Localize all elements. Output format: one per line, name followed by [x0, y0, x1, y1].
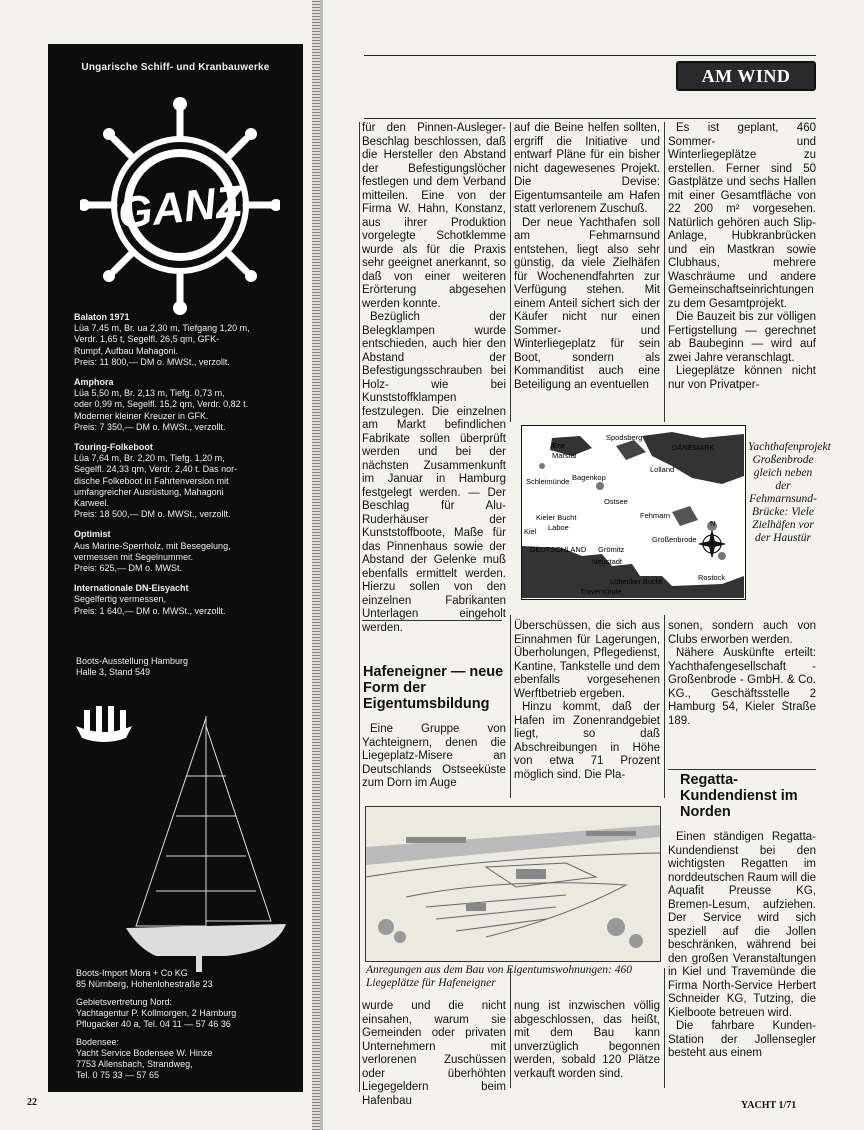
boat-spec-line: Preis: 11 800,— DM o. MWSt., verzollt.: [74, 356, 230, 367]
boat-spec-line: Moderner kleiner Kreuzer in GFK.: [74, 410, 209, 421]
boat-spec: [74, 442, 299, 520]
mora-emblem-icon: [76, 706, 132, 742]
contact-line: Gebietsvertretung Nord:: [76, 997, 173, 1007]
contact-line: Bodensee:: [76, 1037, 120, 1047]
magazine-issue: YACHT 1/71: [741, 1100, 797, 1111]
ganz-advertisement: [48, 44, 303, 1092]
paragraph: Eine Gruppe von Yachteignern, denen die Liegeplatz-Misere an Deutschlands Ostseeküste zum Dorn im Auge: [362, 723, 506, 789]
header-rule-bottom: [364, 118, 816, 119]
column-rule: [664, 615, 665, 798]
harbor-sketch: [366, 807, 660, 961]
header-rule: [364, 55, 816, 56]
headline-rule: [362, 620, 502, 621]
map-label: Ærø: [550, 441, 565, 450]
paragraph: Die Bauzeit bis zur völligen Fertigstellung — gerechnet ab Baubeginn — wird auf zwei Jahre veranschlagt.: [668, 311, 816, 364]
map-label: Großenbrode: [652, 535, 697, 544]
article-column-2-mid: [514, 620, 660, 782]
boat-spec-line: Aus Marine-Sperrholz, mit Besegelung,: [74, 540, 231, 551]
boat-spec-line: Segelfl. 24,33 qm, Verdr. 2,40 t. Das nor-: [74, 464, 238, 475]
contact-line: Pflugacker 40 a, Tel. 04 11 — 57 46 36: [76, 1019, 231, 1029]
map-label: Fehmarn: [640, 511, 671, 520]
boat-spec-line: Segelfertig vermessen,: [74, 594, 167, 605]
page-gutter-shadow: [320, 0, 323, 1130]
boat-spec: [74, 583, 299, 617]
boat-specs-list: [74, 312, 299, 626]
page-number: 22: [27, 1097, 37, 1108]
article-column-1-mid: [362, 723, 506, 791]
boat-spec-title: Touring-Folkeboot: [74, 442, 153, 453]
harbor-location-map: [521, 425, 746, 600]
boat-show-notice: [76, 656, 188, 678]
contact-line: 7753 Allensbach, Strandweg,: [76, 1059, 193, 1069]
article-column-2-bottom: [514, 1000, 660, 1081]
contact-line: Yacht Service Bodensee W. Hinze: [76, 1048, 213, 1058]
paragraph: Überschüssen, die sich aus Einnahmen für Lagerungen, Überholungen, Pflegedienst, Kantine, Tankstelle und dem ebenfalls vorgesehenen Werftbetrieb ergeben.: [514, 620, 660, 700]
contact-block: [76, 1037, 301, 1081]
article-column-1-bottom: [362, 1000, 506, 1108]
column-rule: [510, 615, 511, 798]
map-label: Spodsberg: [606, 433, 643, 442]
contact-line: Yachtagentur P. Kollmorgen, 2 Hamburg: [76, 1008, 237, 1018]
column-rule: [664, 968, 665, 1088]
paragraph: Einen ständigen Regatta-Kundendienst bei den wichtigsten Regatten im norddeutschen Raum will die Aquafit Preusse KG, Bremen-Lesum, aufziehen. Der Service wird sich speziell auf die Jollen beschränken, während bei den großen Veranstaltungen in Kiel und Travemünde die Firma North-Service Herbert Schneider KG, Tutzing, die Kielboote betreuen wird.: [668, 831, 816, 1019]
map-label: Grömitz: [598, 545, 625, 554]
boat-spec-line: umfangreicher Ausrüstung, Mahagoni: [74, 486, 224, 497]
paragraph: für den Pinnen-Ausleger-Beschlag beschlossen, daß die Hersteller den Abstand der Befestigungslöcher festlegen und dem Verband mitteilen. Eine von der Firma W. Hahn, Konstanz, aus ihrer Produktion vorgelegte Schotklemme wurde als für die Praxis sehr geeignet anerkannt, so daß von einer weiteren Erörterung abgesehen werden konnte.: [362, 122, 506, 310]
boat-spec: [74, 529, 299, 574]
boat-spec-line: Preis: 625,— DM o. MWSt.: [74, 563, 183, 574]
map-label: Travemünde: [580, 587, 622, 596]
map-label: DEUTSCHLAND: [530, 545, 587, 554]
contact-block: [76, 997, 301, 1030]
paragraph: sonen, sondern auch von Clubs erworben werden.: [668, 620, 816, 646]
article-column-3-mid: [668, 620, 816, 728]
boat-spec-line: Preis: 18 500,— DM o. MWSt., verzollt.: [74, 509, 231, 520]
headline-regatta: Regatta-Kundendienst im Norden: [680, 772, 798, 820]
illustration-caption: Anregungen aus dem Bau von Eigentumswohnungen: 460 Liegeplätze für Hafeneigner: [366, 964, 632, 989]
paragraph: Nähere Auskünfte erteilt: Yachthafengesellschaft - Großenbrode - GmbH. & Co. KG., Geschäftsstelle 2 Hamburg 54, Kieler Straße 189.: [668, 647, 816, 727]
paragraph: Liegeplätze können nicht nur von Privatper-: [668, 365, 816, 391]
boat-spec-title: Internationale DN-Eisyacht: [74, 583, 189, 594]
column-rule: [510, 122, 511, 422]
map-label: Schleimünde: [526, 477, 570, 486]
boat-spec-line: Rumpf, Aufbau Mahagoni.: [74, 345, 179, 356]
harbor-project-illustration: [365, 806, 661, 962]
ad-contacts: [76, 968, 301, 1088]
paragraph: Hinzu kommt, daß der Hafen im Zonenrandgebiet liegt, so daß Abschreibungen in Höhe von etwa 71 Prozent möglich sind. Die Pla-: [514, 701, 660, 781]
boat-spec-line: Karweel.: [74, 498, 110, 509]
map-caption: Yachthafenprojekt Großenbrode gleich neben der Fehmarnsund-Brücke: Viele Zielhäfen vor der Haustür: [748, 441, 831, 544]
paragraph: Es ist geplant, 460 Sommer- und Winterliegeplätze zu erstellen. Ferner sind 50 Gastplätze und sechs Hallen mit einer Gesamtfläche von 22 200 m² vorgesehen. Natürlich gehören auch Slip-Anlage, Hubkranbrücken und ein Mastkran sowie Clubhaus, mehrere Waschräume und andere Gemeinschaftseinrichtungen zu dem Gesamtprojekt.: [668, 122, 816, 310]
boat-spec-line: Lüa 5,50 m, Br. 2,13 m, Tiefg. 0,73 m,: [74, 388, 225, 399]
ships-wheel-logo: [80, 80, 280, 330]
page-gutter: [312, 0, 320, 1130]
contact-line: Tel. 0 75 33 — 57 65: [76, 1070, 160, 1080]
paragraph: auf die Beine helfen sollten, ergriff die Initiative und entwarf Pläne für ein bisher nicht dagewesenes Projekt. Die Devise: Eigentumsanteile am Hafen statt verlorenem Zuschuß.: [514, 122, 660, 215]
contact-line: Boots-Import Mora + Co KG: [76, 968, 188, 978]
map-label: Ostsee: [604, 497, 628, 506]
article-column-3-top: [668, 122, 816, 392]
boat-spec-line: Lüa 7,64 m, Br. 2,20 m, Tiefg. 1,20 m,: [74, 453, 225, 464]
map-label: Neustadt: [592, 557, 623, 566]
am-wind-rubric-logo: AM WIND: [676, 61, 816, 91]
boat-spec: [74, 377, 299, 433]
boat-spec-line: oder 0,99 m, Segelfl. 15,2 qm, Verdr. 0,82 t.: [74, 399, 249, 410]
contact-block: [76, 968, 301, 990]
paragraph: Bezüglich der Belegklampen wurde entschieden, auch hier den Abstand der Befestigungsschrauben bei Holz- wie bei Kunststoffklampen festzulegen. Die einzelnen am Markt befindlichen Fabrikate sollen überprüft werden und bei der nächsten Zusammenkunft im Januar in Hamburg festgelegt werden. — Der Beschlag für Alu-Ruderhäuser der Kunststoffboote, Maße für das Pinnenhaus sowie der Abstand der Gelenke muß ebenfalls ermittelt werden. Hierzu sollen von den einzelnen Fabrikanten Unterlagen eingeholt werden.: [362, 311, 506, 634]
map-label: Lübecker Bucht: [610, 577, 663, 586]
map-label: N: [710, 519, 716, 528]
boat-spec-line: Preis: 1 640,— DM o. MWSt., verzollt.: [74, 605, 226, 616]
column-rule: [664, 122, 665, 422]
article-column-1-top: [362, 122, 506, 635]
boat-spec-title: Balaton 1971: [74, 312, 130, 322]
paragraph: Die fahrbare Kunden-Station der Jollensegler besteht aus einem: [668, 1020, 816, 1059]
map-label: Kieler Bucht: [536, 513, 577, 522]
boat-spec: [74, 312, 299, 368]
map-drawing: [522, 426, 744, 598]
article-column-2-top: [514, 122, 660, 392]
boat-spec-line: Preis: 7 350,— DM o. MWSt., verzollt.: [74, 421, 226, 432]
map-label: Bagenkop: [572, 473, 606, 482]
map-label: Lolland: [650, 465, 675, 474]
map-label: Marstal: [552, 451, 577, 460]
headline-hafeneigner: Hafeneigner — neue Form der Eigentumsbildung: [363, 664, 504, 712]
sailboat-illustration: [76, 676, 306, 976]
ad-company-name: Ungarische Schiff- und Kranbauwerke: [81, 62, 270, 73]
expo-line: Halle 3, Stand 549: [76, 667, 151, 677]
column-rule: [359, 122, 360, 1092]
paragraph: Der neue Yachthafen soll am Fehmarnsund entstehen, liegt also sehr günstig, da viele Zielhäfen für Wochenendfahrten zur Verfügung stehen. Mit einem Anteil sichert sich der Käufer nicht nur einen Sommer- und Winterliegeplatz für sein Boot, sondern als Kommanditist auch eine Beteiligung an eventuellen: [514, 216, 660, 391]
map-label: DÄNEMARK: [672, 443, 715, 452]
contact-line: 85 Nürnberg, Hohenlohestraße 23: [76, 979, 213, 989]
boat-spec-line: vermessen mit Segelnummer.: [74, 551, 194, 562]
boat-spec-line: Verdr. 1,65 t, Segelfl. 26,5 qm, GFK-: [74, 334, 220, 345]
expo-line: Boots-Ausstellung Hamburg: [76, 656, 189, 666]
boat-spec-title: Optimist: [74, 529, 111, 540]
boat-spec-line: dische Folkeboot in Fahrtenversion mit: [74, 475, 229, 486]
article-column-3-bottom: [668, 831, 816, 1061]
map-label: Rostock: [698, 573, 726, 582]
boat-spec-title: Amphora: [74, 377, 114, 388]
paragraph: nung ist inzwischen völlig abgeschlossen, das heißt, mit dem Bau kann unverzüglich begonnen werden, sobald 120 Plätze verkauft worden sind.: [514, 1000, 660, 1080]
headline-rule: [668, 769, 816, 770]
map-label: Kiel: [524, 527, 537, 536]
paragraph: wurde und die nicht einsahen, warum sie Gemeinden oder privaten Unternehmern mit verlorenen Zuschüssen oder überhöhten Liegegeldern beim Hafenbau: [362, 1000, 506, 1107]
boat-spec-line: Lüa 7,45 m, Br. ua 2,30 m, Tiefgang 1,20 m,: [74, 323, 250, 334]
map-label: Laboe: [548, 523, 569, 532]
ganz-logo-text: GANZ: [115, 176, 245, 239]
